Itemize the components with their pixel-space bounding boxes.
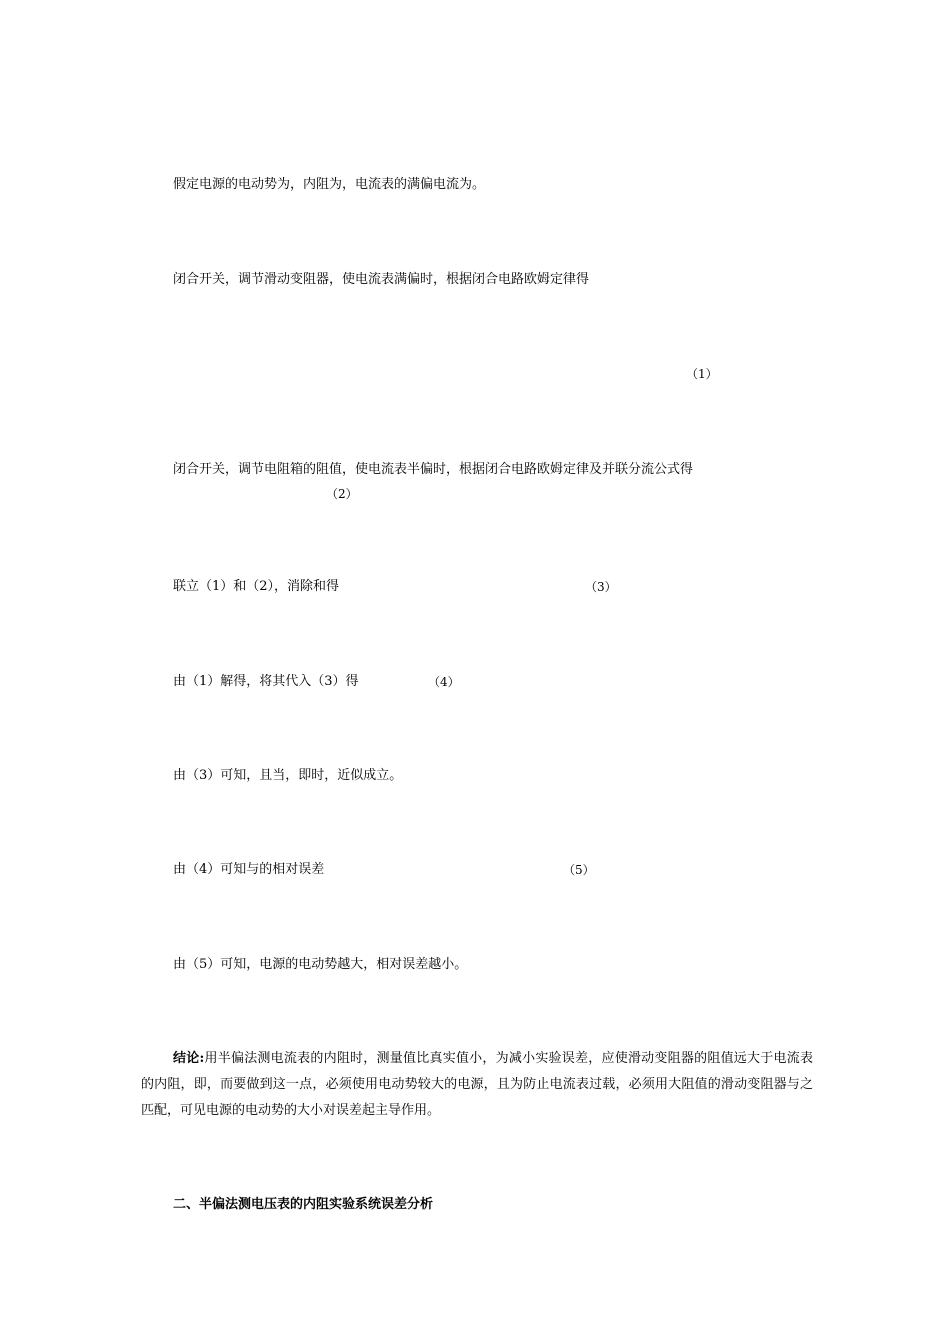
equation-number-1: （1） <box>686 367 718 381</box>
conclusion-label: 结论: <box>173 1051 205 1066</box>
text-line-combine: 联立（1）和（2），消除和得 <box>173 579 340 594</box>
text-line-relative-error: 由（4）可知与的相对误差 <box>173 862 325 877</box>
equation-number-3: （3） <box>585 580 617 594</box>
conclusion-text: 用半偏法测电流表的内阻时，测量值比真实值小，为减小实验误差，应使滑动变阻器的阻值远大于电流表的内阻，即，而要做到这一点，必须使用电动势较大的电源，且为防止电流表过载，必须用大阻值的滑动变阻器与之匹配，可见电源的电动势的大小对误差起主导作用。 <box>141 1051 813 1118</box>
equation-number-4: （4） <box>428 675 460 689</box>
equation-number-2: （2） <box>326 487 358 501</box>
text-line-close-switch-full-deflection: 闭合开关，调节滑动变阻器，使电流表满偏时，根据闭合电路欧姆定律得 <box>173 272 590 287</box>
text-line-from-5: 由（5）可知，电源的电动势越大，相对误差越小。 <box>173 957 468 972</box>
text-line-close-switch-half-deflection: 闭合开关，调节电阻箱的阻值，使电流表半偏时，根据闭合电路欧姆定律及并联分流公式得 <box>173 462 694 477</box>
text-line-from-3: 由（3）可知，且当，即时，近似成立。 <box>173 768 403 783</box>
text-line-assumption: 假定电源的电动势为，内阻为，电流表的满偏电流为。 <box>173 177 486 192</box>
section-heading: 二、半偏法测电压表的内阻实验系统误差分析 <box>173 1197 434 1212</box>
conclusion-paragraph <box>141 1046 813 1124</box>
equation-number-5: （5） <box>563 863 595 877</box>
text-line-solve: 由（1）解得，将其代入（3）得 <box>173 674 359 689</box>
